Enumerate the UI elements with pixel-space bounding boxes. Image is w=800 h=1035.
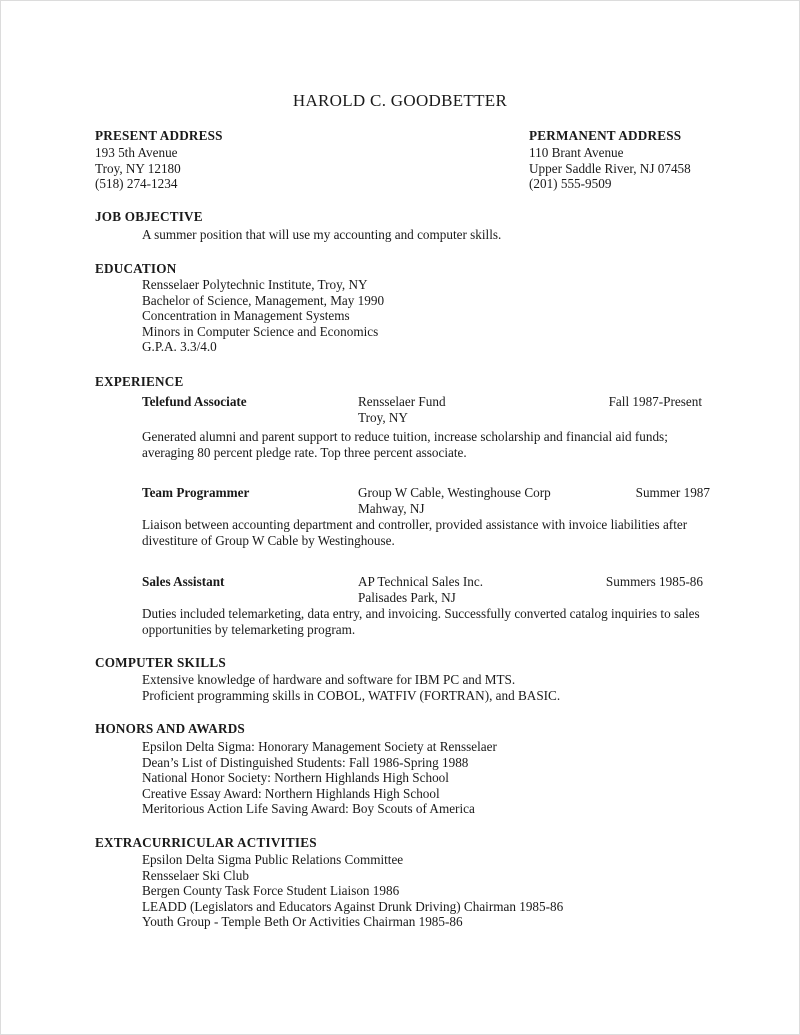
honor-item: Meritorious Action Life Saving Award: Boy Scouts of America xyxy=(142,801,475,817)
education-line: Rensselaer Polytechnic Institute, Troy, NY xyxy=(142,277,368,292)
job-dates: Summer 1987 xyxy=(635,485,710,500)
education-line: G.P.A. 3.3/4.0 xyxy=(142,339,217,355)
education-details xyxy=(142,277,384,355)
extracurricular-list xyxy=(142,852,563,930)
job-dates: Summers 1985-86 xyxy=(605,574,703,589)
activity-item: Epsilon Delta Sigma Public Relations Committee xyxy=(142,852,404,867)
job-location: Mahway, NJ xyxy=(358,501,425,516)
extracurricular-heading: EXTRACURRICULAR ACTIVITIES xyxy=(95,835,317,850)
job-employer: Rensselaer Fund xyxy=(358,394,446,409)
job-objective-text: A summer position that will use my accounting and computer skills. xyxy=(142,227,502,242)
job-employer: AP Technical Sales Inc. xyxy=(358,574,484,589)
job-title: Team Programmer xyxy=(142,485,250,500)
job-dates: Fall 1987-Present xyxy=(608,394,702,409)
activity-item: Rensselaer Ski Club xyxy=(142,867,249,883)
present-address-heading: PRESENT ADDRESS xyxy=(95,128,223,143)
job-location: Troy, NY xyxy=(358,410,408,425)
job-description: Duties included telemarketing, data entry, and invoicing. Successfully converted catalog inquiries to sales opportunities by telemarketing program. xyxy=(142,606,700,637)
computer-skills-list xyxy=(142,672,560,703)
skill-line: Proficient programming skills in COBOL, WATFIV (FORTRAN), and BASIC. xyxy=(142,687,561,703)
address-line: (201) 555-9509 xyxy=(529,176,612,192)
job-location: Palisades Park, NJ xyxy=(358,590,456,605)
address-line: Troy, NY 12180 xyxy=(95,160,181,176)
present-address xyxy=(95,145,181,192)
job-description: Liaison between accounting department and controller, provided assistance with invoice liabilities after divestiture of Group W Cable by Westinghouse. xyxy=(142,517,688,548)
resume-name: HAROLD C. GOODBETTER xyxy=(292,91,508,110)
address-line: 110 Brant Avenue xyxy=(529,145,624,160)
activity-item: LEADD (Legislators and Educators Against Drunk Driving) Chairman 1985-86 xyxy=(142,898,564,914)
address-line: (518) 274-1234 xyxy=(95,176,178,192)
education-line: Concentration in Management Systems xyxy=(142,308,350,324)
job-employer: Group W Cable, Westinghouse Corp xyxy=(358,485,551,500)
job-title: Telefund Associate xyxy=(142,394,247,409)
education-heading: EDUCATION xyxy=(95,261,177,276)
activity-item: Bergen County Task Force Student Liaison 1986 xyxy=(142,883,400,899)
job-description: Generated alumni and parent support to reduce tuition, increase scholarship and financial aid funds; averaging 80 percent pledge rate. Top three percent associate. xyxy=(142,429,668,460)
honor-item: Epsilon Delta Sigma: Honorary Management Society at Rensselaer xyxy=(142,739,497,754)
activity-item: Youth Group - Temple Beth Or Activities Chairman 1985-86 xyxy=(142,914,463,930)
skill-line: Extensive knowledge of hardware and software for IBM PC and MTS. xyxy=(142,672,516,687)
address-line: 193 5th Avenue xyxy=(95,145,178,160)
job-objective-heading: JOB OBJECTIVE xyxy=(95,209,203,224)
permanent-address-heading: PERMANENT ADDRESS xyxy=(529,128,682,143)
honors-heading: HONORS AND AWARDS xyxy=(95,721,245,736)
education-line: Bachelor of Science, Management, May 1990 xyxy=(142,292,385,308)
honor-item: National Honor Society: Northern Highlands High School xyxy=(142,770,449,786)
computer-skills-heading: COMPUTER SKILLS xyxy=(95,655,226,670)
honor-item: Creative Essay Award: Northern Highlands High School xyxy=(142,785,440,801)
experience-heading: EXPERIENCE xyxy=(95,374,184,389)
permanent-address xyxy=(529,145,691,192)
education-line: Minors in Computer Science and Economics xyxy=(142,323,379,339)
job-title: Sales Assistant xyxy=(142,574,225,589)
address-line: Upper Saddle River, NJ 07458 xyxy=(529,160,691,176)
honors-list xyxy=(142,739,497,817)
honor-item: Dean’s List of Distinguished Students: Fall 1986-Spring 1988 xyxy=(142,754,469,770)
